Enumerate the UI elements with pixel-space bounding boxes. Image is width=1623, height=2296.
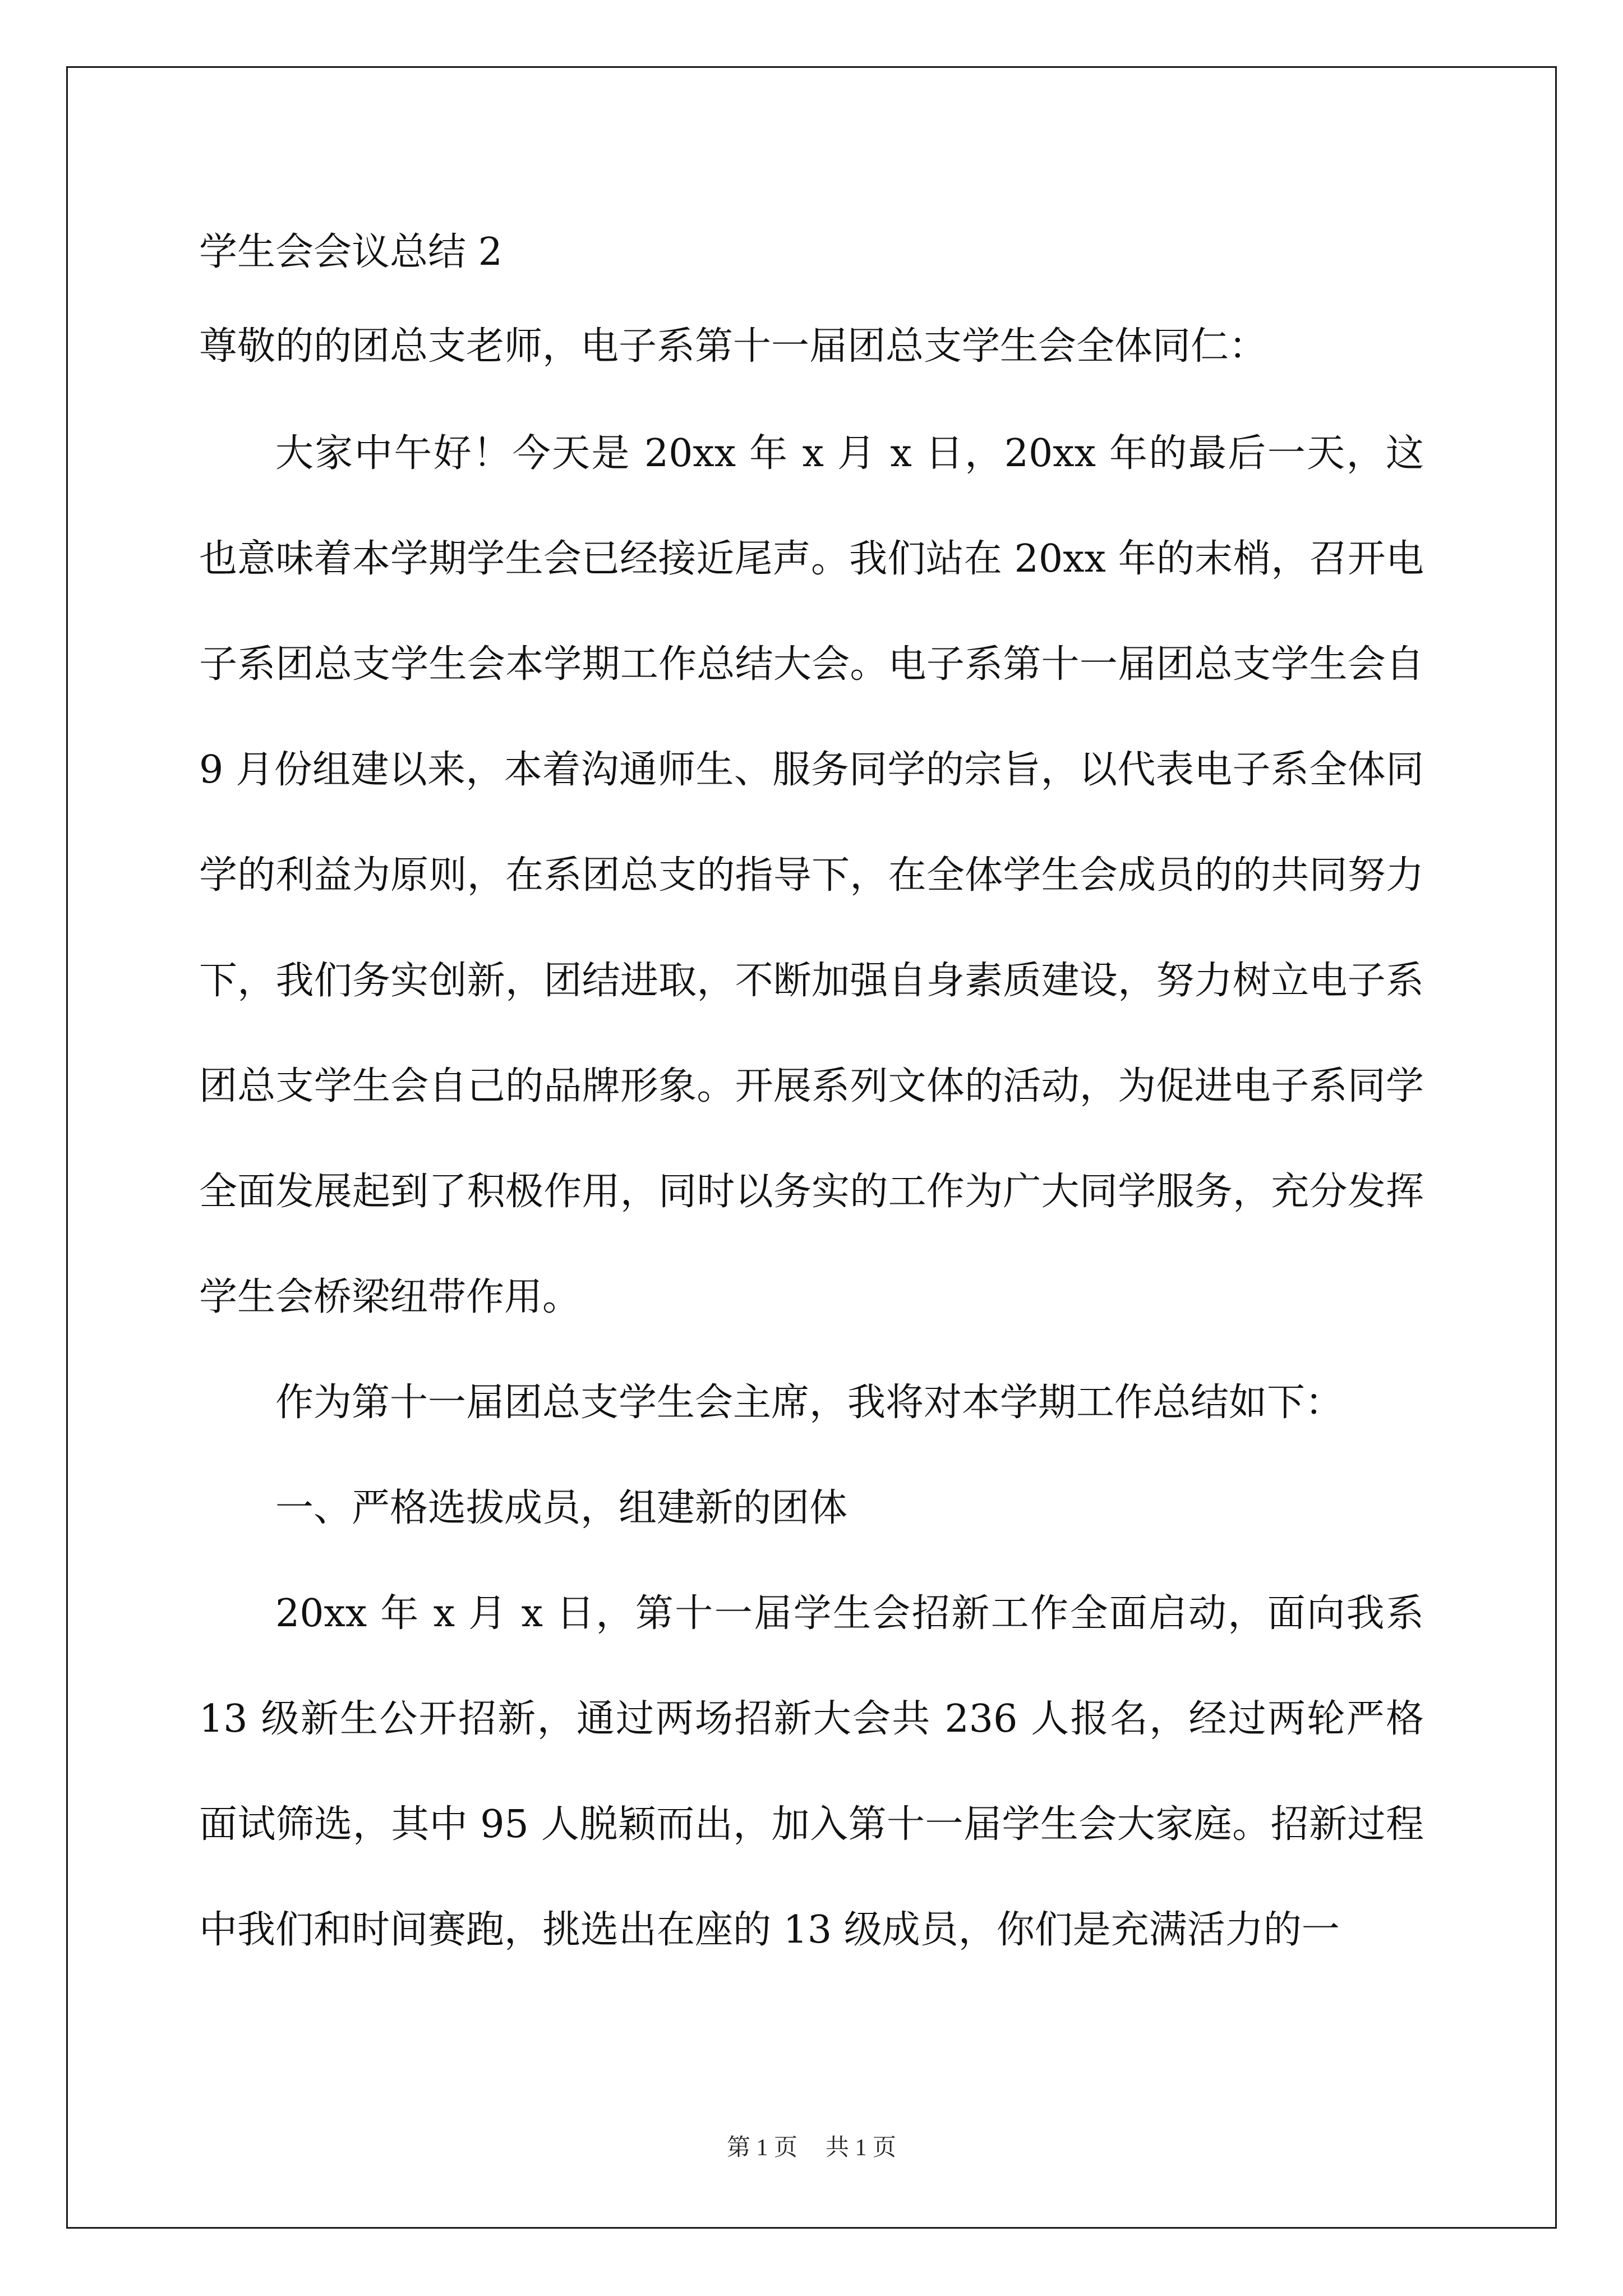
paragraph-summary-lead: 作为第十一届团总支学生会主席，我将对本学期工作总结如下： xyxy=(275,1381,1344,1425)
page-number-total: 共 1 页 xyxy=(826,2135,897,2161)
page-number-current: 第 1 页 xyxy=(726,2135,797,2161)
greeting: 尊敬的的团总支老师，电子系第十一届团总支学生会全体同仁： xyxy=(199,324,1267,369)
document-title: 学生会会议总结 2 xyxy=(199,230,502,274)
section-heading-1: 一、严格选拔成员，组建新的团体 xyxy=(275,1486,848,1530)
paragraph-recruitment: 20xx 年 x 月 x 日，第十一届学生会招新工作全面启动，面向我系 13 级新生公开招新，通过两场招新大会共 236 人报名，经过两轮严格面试筛选，其中 95 人脱颖而出，加入第十一届学生会大家庭。招新过程中我们和时间赛跑，挑选出在座的 13 级成员，你们是充满活力的一 xyxy=(199,1591,1424,1952)
paragraph-intro: 大家中午好！今天是 20xx 年 x 月 x 日，20xx 年的最后一天，这也意味着本学期学生会已经接近尾声。我们站在 20xx 年的末梢，召开电子系团总支学生会本学期工作总结大会。电子系第十一届团总支学生会自 9 月份组建以来，本着沟通师生、服务同学的宗旨，以代表电子系全体同学的利益为原则，在系团总支的指导下，在全体学生会成员的的共同努力下，我们务实创新，团结进取，不断加强自身素质建设，努力树立电子系团总支学生会自己的品牌形象。开展系列文体的活动，为促进电子系同学全面发展起到了积极作用，同时以务实的工作为广大同学服务，充分发挥学生会桥梁纽带作用。 xyxy=(199,431,1424,1319)
page-footer xyxy=(0,2129,1623,2162)
document-body xyxy=(199,213,1424,1983)
